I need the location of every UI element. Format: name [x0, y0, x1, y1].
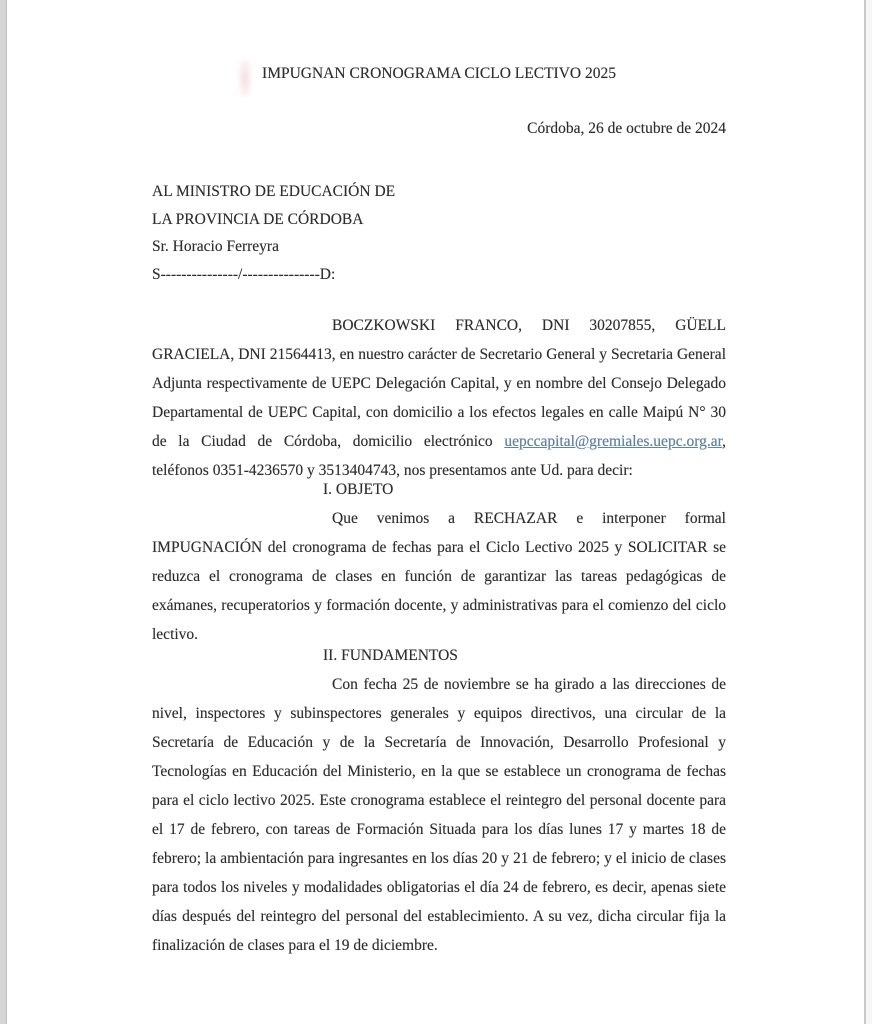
- scan-right-edge: [864, 0, 872, 1024]
- scan-left-edge: [0, 0, 7, 1024]
- recipient-salutation-line: S---------------/---------------D:: [152, 265, 336, 283]
- document-title: IMPUGNAN CRONOGRAMA CICLO LECTIVO 2025: [262, 65, 616, 82]
- section-heading-fundamentos: II. FUNDAMENTOS: [323, 647, 458, 664]
- recipient-line-3: Sr. Horacio Ferreyra: [152, 238, 279, 255]
- intro-text-after-link: , teléfonos 0351-4236570 y 3513404743, nos presentamos ante Ud. para decir:: [152, 433, 726, 479]
- recipient-block: [152, 178, 726, 288]
- email-link[interactable]: uepccapital@gremiales.uepc.org.ar: [504, 433, 723, 450]
- date-line: Córdoba, 26 de octubre de 2024: [527, 120, 726, 137]
- intro-paragraph: [152, 311, 726, 485]
- intro-text-before-link: BOCZKOWSKI FRANCO, DNI 30207855, GÜELL GRACIELA, DNI 21564413, en nuestro carácter de Secretario General y Secretaria General Adjunta respectivamente de UEPC Delegación Capital, y en nombre del Consejo Delegado Departamental de UEPC Capital, con domicilio a los efectos legales en calle Maipú N° 30 de la Ciudad de Córdoba, domicilio electrónico: [152, 317, 726, 450]
- recipient-line-1: AL MINISTRO DE EDUCACIÓN DE: [152, 183, 396, 200]
- document-body: [152, 0, 726, 960]
- recipient-line-2: LA PROVINCIA DE CÓRDOBA: [152, 210, 364, 228]
- section-body-objeto: Que venimos a RECHAZAR e interponer formal IMPUGNACIÓN del cronograma de fechas para el Ciclo Lectivo 2025 y SOLICITAR se reduzca el cronograma de clases en función de garantizar las tareas pedagógicas de exámanes, recuperatorios y formación docente, y administrativas para el comienzo del ciclo lectivo.: [152, 510, 726, 643]
- section-body-fundamentos: Con fecha 25 de noviembre se ha girado a las direcciones de nivel, inspectores y subinspectores generales y equipos directivos, una circular de la Secretaría de Educación y de la Secretaría de Innovación, Desarrollo Profesional y Tecnologías en Educación del Ministerio, en la que se establece un cronograma de fechas para el ciclo lectivo 2025. Este cronograma establece el reintegro del personal docente para el 17 de febrero, con tareas de Formación Situada para los días lunes 17 y martes 18 de febrero; la ambientación para ingresantes en los días 20 y 21 de febrero; y el inicio de clases para todos los niveles y modalidades obligatorias el día 24 de febrero, es decir, apenas siete días después del reintegro del personal del establecimiento. A su vez, dicha circular fija la finalización de clases para el 19 de diciembre.: [152, 676, 726, 954]
- section-heading-objeto: I. OBJETO: [323, 481, 394, 498]
